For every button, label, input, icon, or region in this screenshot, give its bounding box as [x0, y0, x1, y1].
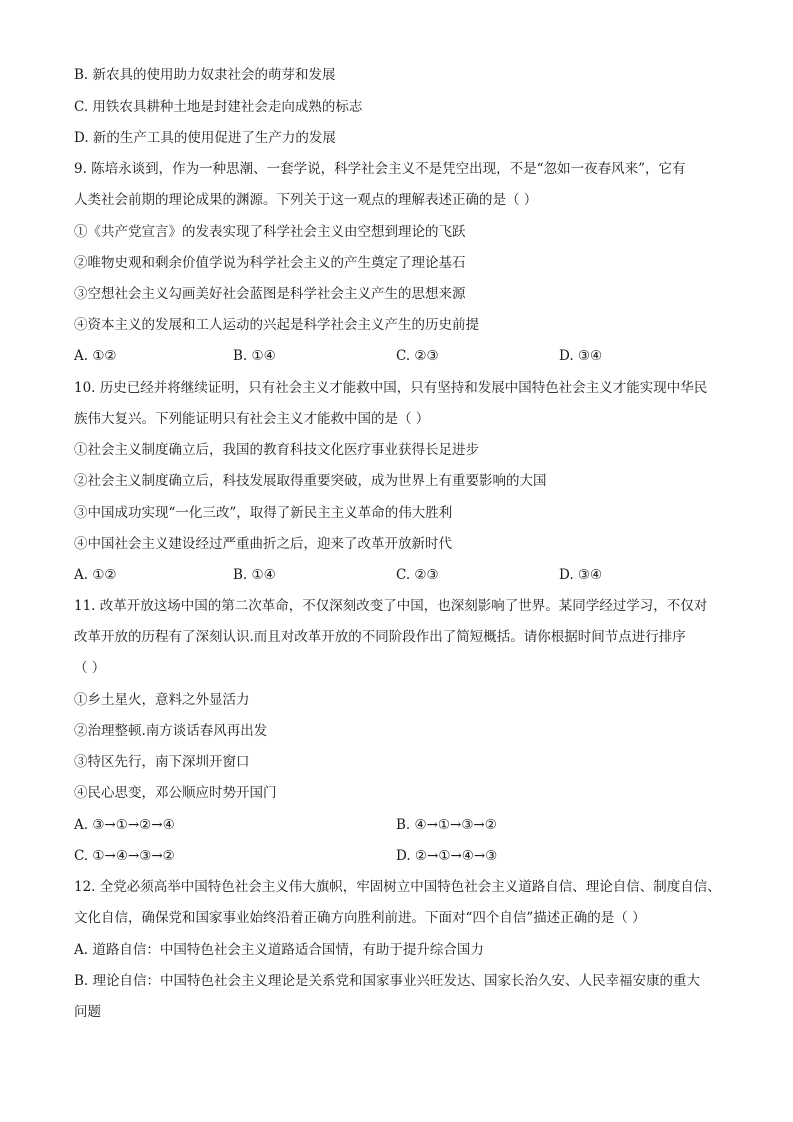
q10-statement-3: ③中国成功实现“一化三改”，取得了新民主主义革命的伟大胜利 [74, 505, 453, 521]
q10-stem-line2: 族伟大复兴。下列能证明只有社会主义才能救中国的是（ ） [74, 411, 430, 427]
q10-option-d: D. ③④ [559, 567, 603, 583]
q11-stem-line2: 改革开放的历程有了深刻认识.而且对改革开放的不同阶段作出了简短概括。请你根据时间节点进行排序 [74, 629, 686, 645]
q10-option-c: C. ②③ [396, 567, 439, 583]
q11-option-a: A. ③→①→②→④ [74, 817, 175, 833]
q11-option-c: C. ①→④→③→② [74, 848, 175, 864]
q11-option-d: D. ②→①→④→③ [396, 848, 498, 864]
q9-stem-line2: 人类社会前期的理论成果的渊源。下列关于这一观点的理解表述正确的是（ ） [74, 192, 538, 208]
q9-statement-4: ④资本主义的发展和工人运动的兴起是科学社会主义产生的历史前提 [74, 317, 479, 333]
q10-statement-2: ②社会主义制度确立后，科技发展取得重要突破，成为世界上有重要影响的大国 [74, 473, 547, 489]
q12-option-b-line2: 问题 [74, 1004, 101, 1020]
q10-option-b: B. ①④ [233, 567, 276, 583]
q11-stem-line3: （ ） [74, 660, 106, 676]
q9-option-b: B. ①④ [233, 348, 276, 364]
q11-statement-1: ①乡土星火，意料之外显活力 [74, 692, 250, 708]
q10-stem-line1: 10. 历史已经并将继续证明，只有社会主义才能救中国，只有坚持和发展中国特色社会主义才能实现中华民 [74, 380, 708, 396]
q8-option-b: B. 新农具的使用助力奴隶社会的萌芽和发展 [74, 67, 336, 83]
q10-statement-1: ①社会主义制度确立后，我国的教育科技文化医疗事业获得长足进步 [74, 442, 479, 458]
q11-statement-4: ④民心思变，邓公顺应时势开国门 [74, 785, 277, 801]
q11-statement-2: ②治理整顿.南方谈话春风再出发 [74, 723, 268, 739]
q11-stem-line1: 11. 改革开放这场中国的第二次革命，不仅深刻改变了中国，也深刻影响了世界。某同学经过学习，不仅对 [74, 598, 708, 614]
q12-option-a: A. 道路自信：中国特色社会主义道路适合国情，有助于提升综合国力 [74, 942, 484, 958]
q11-statement-3: ③特区先行，南下深圳开窗口 [74, 754, 250, 770]
q9-statement-2: ②唯物史观和剩余价值学说为科学社会主义的产生奠定了理论基石 [74, 255, 466, 271]
q12-stem-line2: 文化自信，确保党和国家事业始终沿着正确方向胜利前进。下面对“四个自信”描述正确的是（ ） [74, 910, 646, 926]
q9-statement-3: ③空想社会主义勾画美好社会蓝图是科学社会主义产生的思想来源 [74, 286, 466, 302]
q10-statement-4: ④中国社会主义建设经过严重曲折之后，迎来了改革开放新时代 [74, 536, 452, 552]
q9-option-d: D. ③④ [559, 348, 603, 364]
q9-option-c: C. ②③ [396, 348, 439, 364]
q12-stem-line1: 12. 全党必须高举中国特色社会主义伟大旗帜，牢固树立中国特色社会主义道路自信、理论自信、制度自信、 [74, 879, 721, 895]
q10-option-a: A. ①② [74, 567, 117, 583]
q9-statement-1: ①《共产党宣言》的发表实现了科学社会主义由空想到理论的飞跃 [74, 224, 466, 240]
q8-option-d: D. 新的生产工具的使用促进了生产力的发展 [74, 130, 336, 146]
q12-option-b-line1: B. 理论自信：中国特色社会主义理论是关系党和国家事业兴旺发达、国家长治久安、人民幸福安康的重大 [74, 973, 701, 989]
q11-option-b: B. ④→①→③→② [396, 817, 497, 833]
q8-option-c: C. 用铁农具耕种土地是封建社会走向成熟的标志 [74, 99, 363, 115]
q9-option-a: A. ①② [74, 348, 117, 364]
q9-stem-line1: 9. 陈培永谈到，作为一种思潮、一套学说，科学社会主义不是凭空出现，不是“忽如一夜春风来”，它有 [74, 161, 686, 177]
